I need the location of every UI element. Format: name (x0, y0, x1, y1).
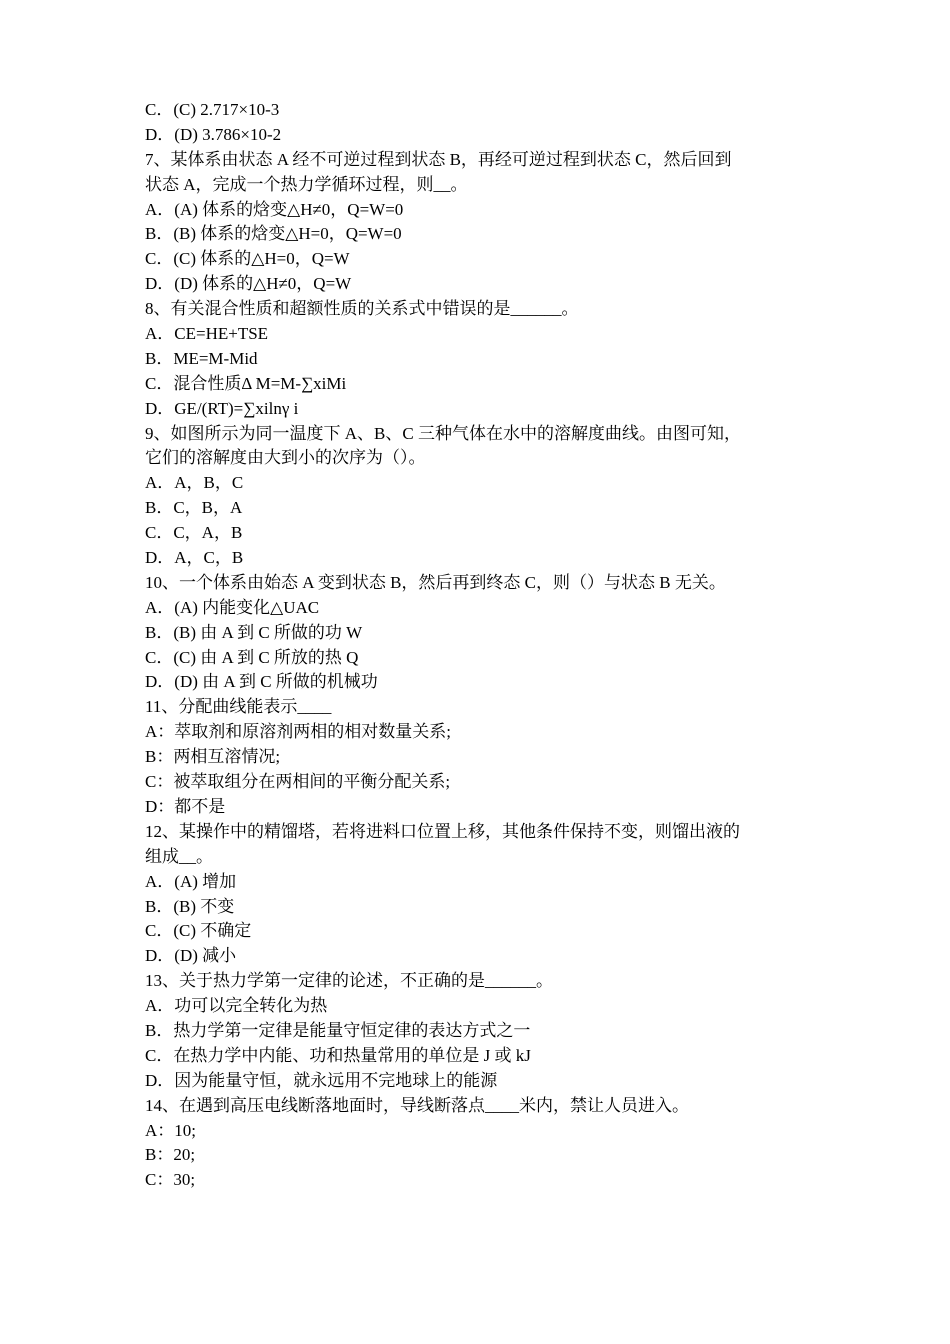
option-line: B．(B) 由 A 到 C 所做的功 W (145, 622, 363, 642)
option-line: A：萃取剂和原溶剂两相的相对数量关系; (145, 722, 451, 742)
question-line: 组成__。 (145, 846, 213, 866)
option-line: C．在热力学中内能、功和热量常用的单位是 J 或 kJ (145, 1045, 531, 1065)
option-line: A：10; (145, 1120, 196, 1140)
option-line: B．(B) 体系的焓变△H=0，Q=W=0 (145, 224, 402, 244)
option-line: C．(C) 由 A 到 C 所放的热 Q (145, 647, 359, 667)
option-line: A．CE=HE+TSE (145, 324, 269, 344)
option-line: C．(C) 不确定 (145, 921, 252, 941)
option-line: C：被萃取组分在两相间的平衡分配关系; (145, 772, 451, 792)
option-line: C．混合性质Δ M=M-∑xiMi (145, 373, 347, 393)
question-line: 12、某操作中的精馏塔，若将进料口位置上移，其他条件保持不变，则馏出液的 (145, 821, 740, 841)
option-line: A．功可以完全转化为热 (145, 996, 328, 1016)
option-line: A．A，B，C (145, 473, 244, 493)
option-line: C：30; (145, 1170, 196, 1190)
option-line: A．(A) 内能变化△UAC (145, 597, 320, 617)
question-line: 14、在遇到高压电线断落地面时，导线断落点____米内，禁让人员进入。 (145, 1095, 689, 1115)
question-line: 11、分配曲线能表示____ (145, 697, 332, 717)
question-line: 13、关于热力学第一定律的论述，不正确的是______。 (145, 971, 553, 991)
option-line: B．ME=M-Mid (145, 348, 258, 368)
option-line: C．C，A，B (145, 523, 243, 543)
option-line: A．(A) 体系的焓变△H≠0，Q=W=0 (145, 199, 404, 219)
option-line: D．(D) 体系的△H≠0，Q=W (145, 274, 352, 294)
option-line: C．(C) 2.717×10-3 (145, 100, 280, 119)
option-line: D．A，C，B (145, 548, 244, 568)
question-line: 9、如图所示为同一温度下 A、B、C 三种气体在水中的溶解度曲线。由图可知， (145, 423, 741, 443)
option-line: A．(A) 增加 (145, 871, 237, 891)
option-line: D．(D) 由 A 到 C 所做的机械功 (145, 672, 378, 692)
option-line: D．因为能量守恒，就永远用不完地球上的能源 (145, 1070, 498, 1090)
question-line: 状态 A，完成一个热力学循环过程，则__。 (145, 174, 468, 194)
option-line: B．热力学第一定律是能量守恒定律的表达方式之一 (145, 1020, 531, 1040)
option-line: B：两相互溶情况; (145, 747, 281, 767)
option-line: B．(B) 不变 (145, 896, 235, 916)
question-line: 8、有关混合性质和超额性质的关系式中错误的是______。 (145, 299, 579, 319)
option-line: D：都不是 (145, 796, 226, 816)
document-page (145, 98, 825, 1193)
option-line: B：20; (145, 1145, 196, 1165)
option-line: D．(D) 减小 (145, 946, 237, 966)
option-line: D．GE/(RT)=∑xilnγ i (145, 398, 299, 418)
question-line: 它们的溶解度由大到小的次序为（）。 (145, 448, 426, 468)
option-line: B．C，B，A (145, 498, 243, 518)
option-line: C．(C) 体系的△H=0，Q=W (145, 249, 350, 269)
option-line: D．(D) 3.786×10-2 (145, 124, 282, 144)
question-line: 10、一个体系由始态 A 变到状态 B，然后再到终态 C，则（）与状态 B 无关。 (145, 572, 726, 592)
question-line: 7、某体系由状态 A 经不可逆过程到状态 B，再经可逆过程到状态 C，然后回到 (145, 149, 732, 169)
